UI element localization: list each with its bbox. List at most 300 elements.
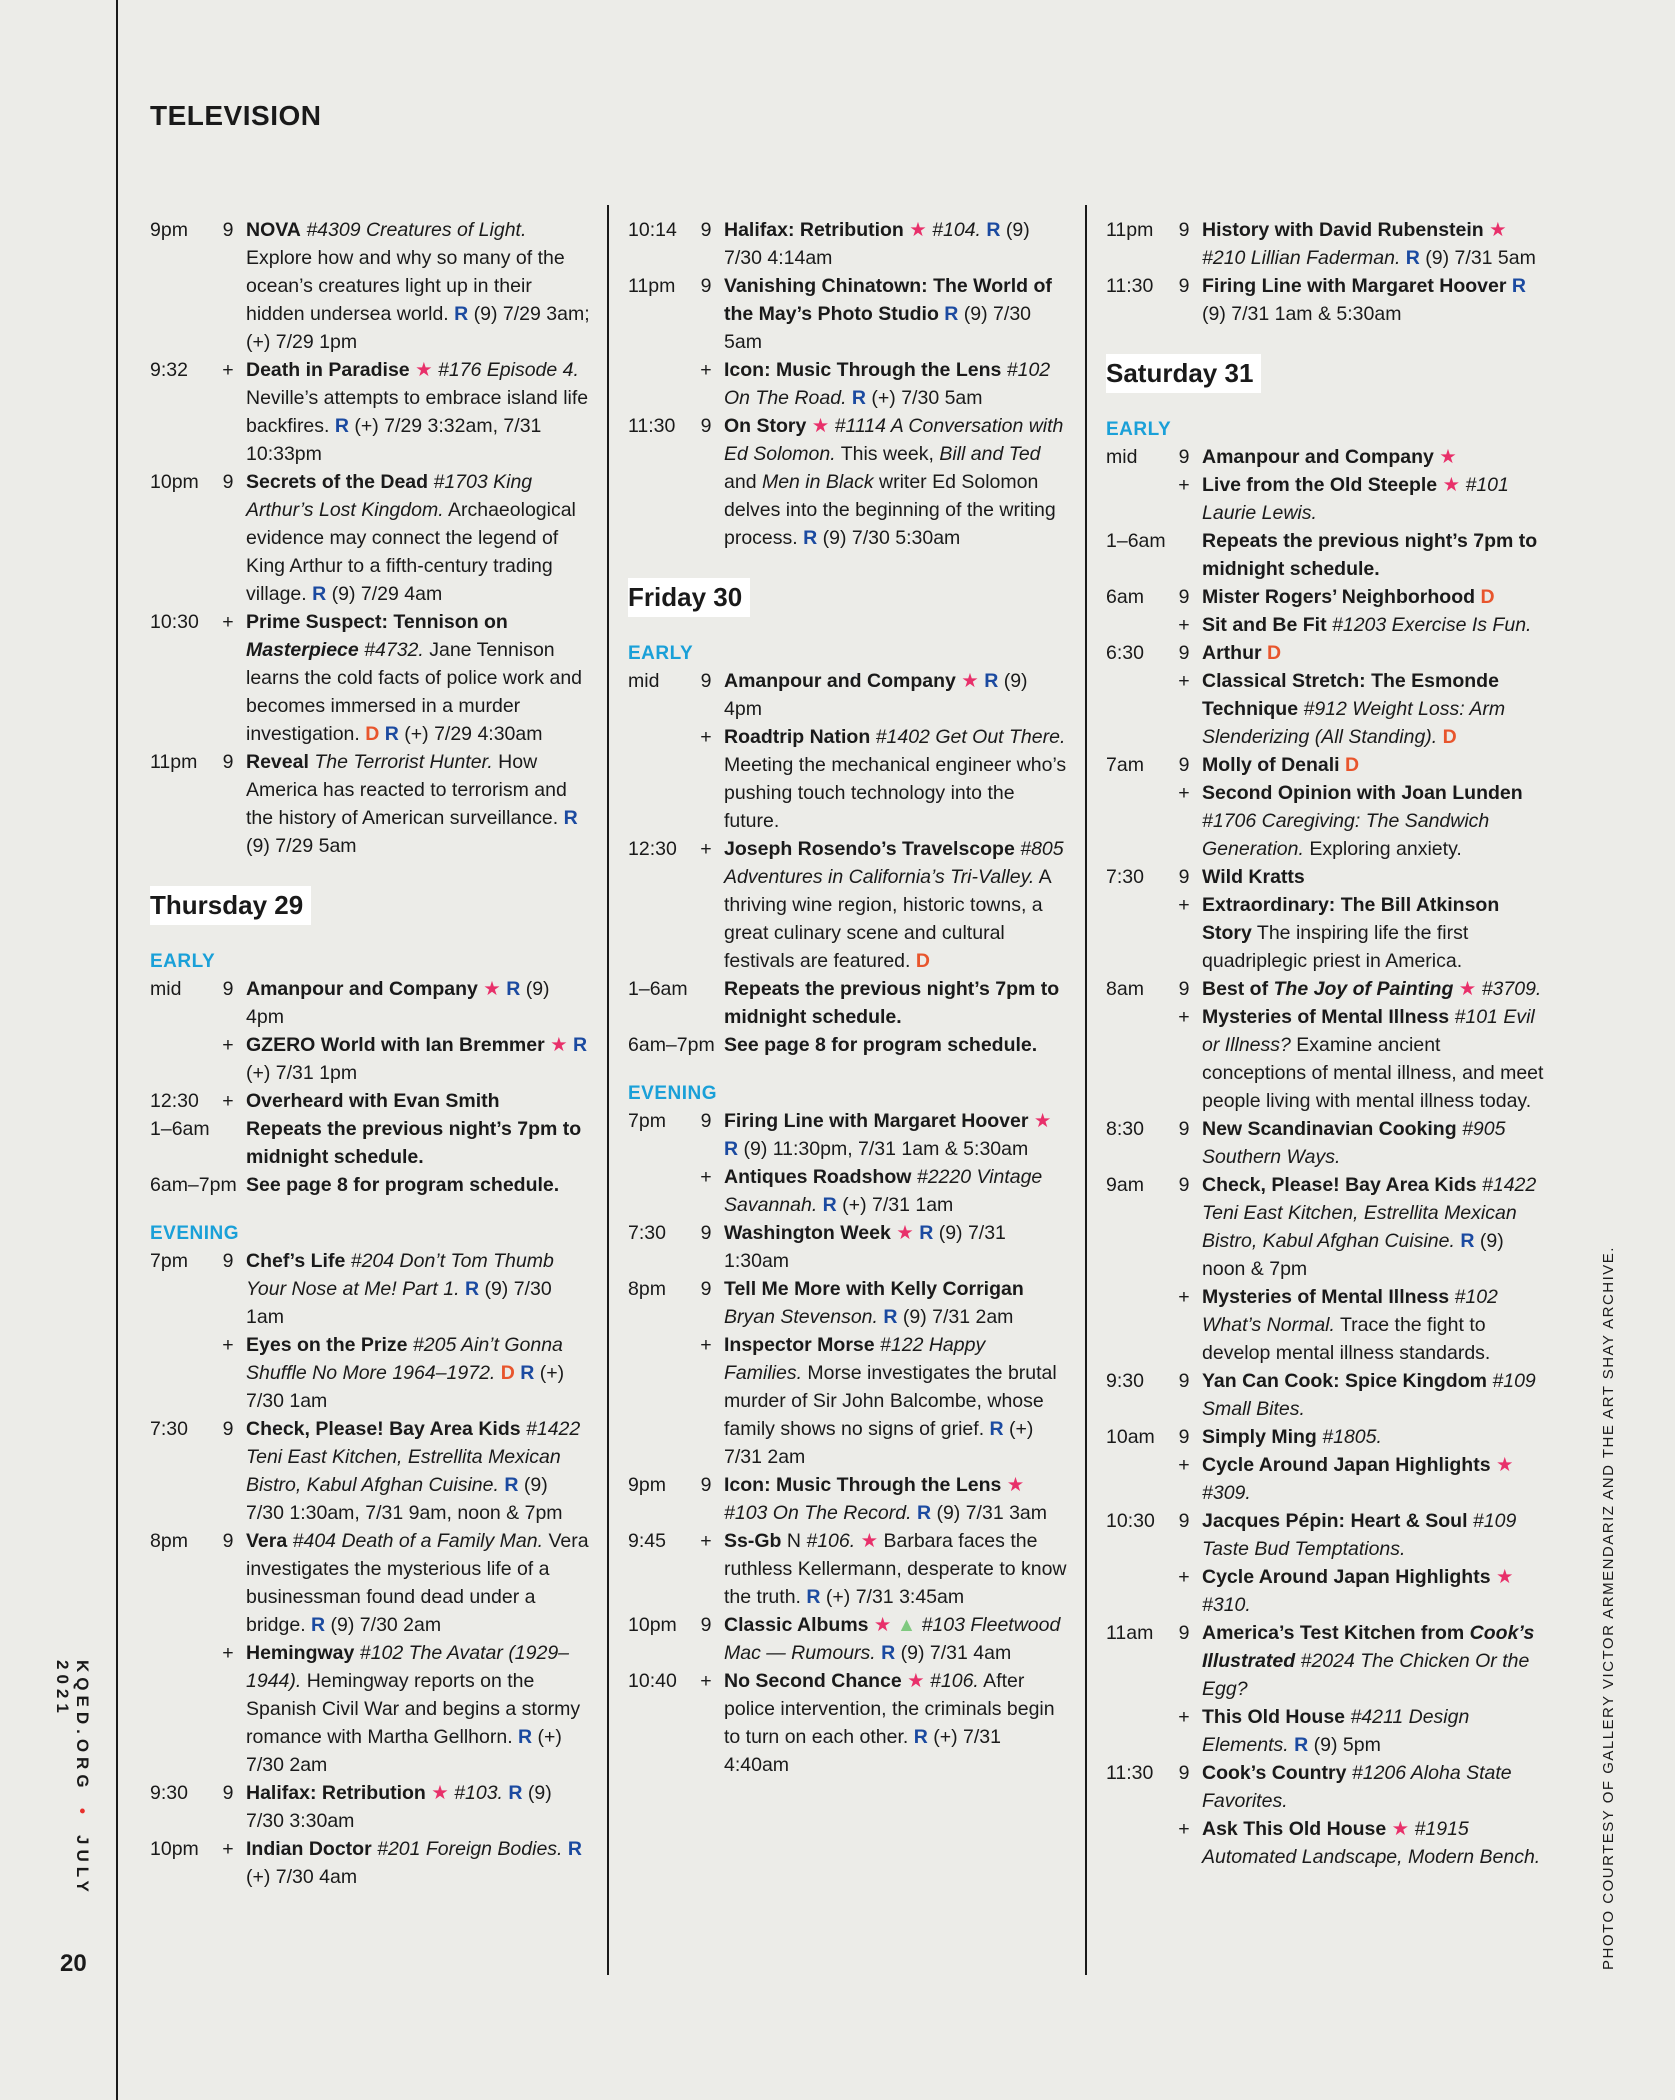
star-icon: ★ (431, 1782, 449, 1804)
period-label: EVENING (628, 1083, 718, 1104)
airtime: 10:30 (1106, 1510, 1155, 1532)
channel: 9 (1178, 866, 1190, 888)
airtime: 10pm (150, 1838, 199, 1860)
star-icon: ★ (1458, 978, 1477, 1000)
program-listing: Mister Rogers’ Neighborhood D (1202, 586, 1495, 608)
channel: + (1178, 1706, 1190, 1728)
side-label-date: JULY 2021 (53, 1660, 92, 1897)
repeat-badge: R (1294, 1734, 1309, 1756)
airtime (628, 356, 688, 412)
program-listing: NOVA #4309 Creatures of Light. Explore how and why so many of the ocean’s creatures light up in their hidden undersea world. R (9) 7/29 3am; (+) 7/29 1pm (246, 219, 590, 353)
channel: + (700, 726, 712, 748)
schedule-row (628, 1107, 1068, 1163)
repeat-badge: R (464, 1278, 480, 1300)
airtime (150, 1031, 210, 1087)
schedule-row (1106, 1815, 1546, 1871)
channel: + (1178, 474, 1190, 496)
program-listing: Roadtrip Nation #1402 Get Out There. Meeting the mechanical engineer who’s pushing touch technology into the future. (724, 726, 1067, 832)
schedule-row (628, 1667, 1068, 1779)
side-label-site: KQED.ORG (73, 1660, 92, 1793)
schedule-row (1106, 216, 1546, 272)
program-listing: Jacques Pépin: Heart & Soul #109 Taste Bud Temptations. (1202, 1510, 1517, 1560)
schedule-row (1106, 975, 1546, 1003)
airtime: 11:30 (1106, 275, 1154, 297)
airtime: 7:30 (628, 1222, 666, 1244)
airtime: 7pm (150, 1250, 188, 1272)
channel: 9 (1178, 1118, 1190, 1140)
repeat-badge: R (506, 978, 521, 1000)
schedule-row (628, 667, 1068, 723)
repeat-badge: R (944, 303, 959, 325)
schedule-row (628, 1219, 1068, 1275)
program-listing: Inspector Morse #122 Happy Families. Morse investigates the brutal murder of Sir John Balcombe, whose family shows no signs of grief. R (+) 7/31 2am (724, 1334, 1057, 1468)
channel: + (1178, 1454, 1190, 1476)
triangle-icon: ▲ (896, 1614, 917, 1636)
program-listing: Cycle Around Japan Highlights ★ #310. (1202, 1566, 1514, 1616)
day-heading-wrap (150, 860, 590, 949)
star-icon: ★ (1489, 219, 1507, 241)
channel: + (700, 1166, 712, 1188)
repeat-badge: R (986, 219, 1001, 241)
schedule-row (628, 356, 1068, 412)
airtime: 11pm (628, 275, 676, 297)
airtime (628, 1163, 688, 1219)
d-badge: D (365, 723, 380, 745)
program-listing: No Second Chance ★ #106. After police intervention, the criminals begin to turn on each other. R (+) 7/31 4:40am (724, 1670, 1055, 1776)
channel: 9 (700, 1614, 712, 1636)
star-icon: ★ (1495, 1566, 1514, 1588)
program-listing: Amanpour and Company ★ (1202, 446, 1457, 468)
channel: + (700, 359, 712, 381)
channel: + (1178, 1566, 1190, 1588)
program-listing: Tell Me More with Kelly Corrigan Bryan Stevenson. R (9) 7/31 2am (724, 1278, 1024, 1328)
airtime: 10pm (150, 471, 199, 493)
airtime: 11pm (1106, 219, 1154, 241)
airtime: 6am–7pm (150, 1174, 237, 1196)
channel: + (700, 1334, 712, 1356)
d-badge: D (500, 1362, 515, 1384)
program-listing: Icon: Music Through the Lens #102 On The Road. R (+) 7/30 5am (724, 359, 1051, 409)
side-label-separator: • (73, 1808, 92, 1820)
schedule-column-2 (628, 216, 1068, 1779)
program-listing: Death in Paradise ★ #176 Episode 4. Neville’s attempts to embrace island life backfires. R (+) 7/29 3:32am, 7/31 10:33pm (246, 359, 589, 465)
airtime: 7:30 (150, 1418, 188, 1440)
section-title: TELEVISION (150, 100, 322, 131)
schedule-row (1106, 1367, 1546, 1423)
schedule-row (1106, 779, 1546, 863)
schedule-row (628, 1527, 1068, 1611)
channel: 9 (1178, 642, 1190, 664)
schedule-row (1106, 611, 1546, 639)
schedule-row (1106, 1619, 1546, 1703)
day-heading-wrap (628, 552, 1068, 641)
repeat-badge: R (312, 583, 327, 605)
channel: 9 (1178, 978, 1190, 1000)
program-listing: Antiques Roadshow #2220 Vintage Savannah. R (+) 7/31 1am (724, 1166, 1043, 1216)
program-listing: Firing Line with Margaret Hoover R (9) 7/31 1am & 5:30am (1202, 275, 1526, 325)
schedule-row (628, 1031, 1068, 1059)
airtime (1106, 1563, 1166, 1619)
program-listing: Second Opinion with Joan Lunden #1706 Caregiving: The Sandwich Generation. Exploring anxiety. (1202, 782, 1523, 860)
schedule-row (1106, 1003, 1546, 1115)
schedule-row (150, 1247, 590, 1331)
day-heading: Friday 30 (628, 578, 750, 617)
schedule-row (1106, 1451, 1546, 1507)
channel: 9 (1178, 1762, 1190, 1784)
program-listing: Chef’s Life #204 Don’t Tom Thumb Your Nose at Me! Part 1. R (9) 7/30 1am (246, 1250, 554, 1328)
airtime: 6:30 (1106, 642, 1144, 664)
program-listing: Check, Please! Bay Area Kids #1422 Teni East Kitchen, Estrellita Mexican Bistro, Kabul Afghan Cuisine. R (9) noon & 7pm (1202, 1174, 1537, 1280)
channel: 9 (222, 1782, 234, 1804)
channel (210, 1171, 246, 1199)
airtime: 11:30 (1106, 1762, 1154, 1784)
airtime (1106, 1815, 1166, 1871)
repeat-badge: R (919, 1222, 934, 1244)
repeat-badge: R (916, 1502, 932, 1524)
channel: 9 (222, 978, 234, 1000)
airtime (1106, 471, 1166, 527)
channel: + (1178, 782, 1190, 804)
airtime: 12:30 (628, 838, 677, 860)
airtime: 8:30 (1106, 1118, 1144, 1140)
schedule-row (1106, 891, 1546, 975)
schedule-row (628, 975, 1068, 1031)
star-icon: ★ (415, 359, 433, 381)
program-listing: Joseph Rosendo’s Travelscope #805 Adventures in California’s Tri-Valley. A thriving wine region, historic towns, a great culinary scene and cultural festivals are featured. D (724, 838, 1064, 972)
channel: + (700, 838, 712, 860)
spacer (150, 1199, 590, 1221)
channel: 9 (1178, 275, 1190, 297)
program-listing: Amanpour and Company ★ R (9) 4pm (724, 670, 1028, 720)
program-listing: Repeats the previous night’s 7pm to midnight schedule. (1202, 530, 1538, 580)
repeat-badge: R (1405, 247, 1420, 269)
schedule-row (628, 1275, 1068, 1331)
channel: + (700, 1530, 712, 1552)
program-listing: Prime Suspect: Tennison on Masterpiece #4732. Jane Tennison learns the cold facts of police work and becomes immersed in a murder investigation. D R (+) 7/29 4:30am (246, 611, 583, 745)
airtime: 6am (1106, 586, 1144, 608)
program-listing: Live from the Old Steeple ★ #101 Laurie Lewis. (1202, 474, 1509, 524)
day-heading: Saturday 31 (1106, 354, 1261, 393)
channel: 9 (1178, 1174, 1190, 1196)
star-icon: ★ (550, 1034, 568, 1056)
star-icon: ★ (1006, 1474, 1025, 1496)
program-listing: See page 8 for program schedule. (246, 1174, 560, 1196)
schedule-row (628, 216, 1068, 272)
airtime: 1–6am (628, 978, 688, 1000)
channel: 9 (222, 1418, 234, 1440)
airtime: 10pm (628, 1614, 677, 1636)
channel: 9 (1178, 446, 1190, 468)
star-icon: ★ (1442, 474, 1461, 496)
airtime: mid (150, 978, 182, 1000)
channel: 9 (1178, 219, 1190, 241)
schedule-row (1106, 1115, 1546, 1171)
star-icon: ★ (1439, 446, 1457, 468)
airtime: 9pm (150, 219, 188, 241)
program-listing: Indian Doctor #201 Foreign Bodies. R (+) 7/30 4am (246, 1838, 582, 1888)
channel: + (222, 1838, 234, 1860)
day-heading-wrap (1106, 328, 1546, 417)
page-number: 20 (60, 1950, 87, 1977)
airtime: 11:30 (628, 415, 676, 437)
airtime: mid (628, 670, 660, 692)
schedule-row (1106, 527, 1546, 583)
airtime: 9:45 (628, 1530, 666, 1552)
program-listing: Cook’s Country #1206 Aloha State Favorites. (1202, 1762, 1512, 1812)
channel: + (222, 1642, 234, 1664)
program-listing: Cycle Around Japan Highlights ★ #309. (1202, 1454, 1514, 1504)
star-icon: ★ (483, 978, 501, 1000)
repeat-badge: R (913, 1726, 928, 1748)
program-listing: Mysteries of Mental Illness #102 What’s Normal. Trace the fight to develop mental illness standards. (1202, 1286, 1498, 1364)
period-label: EARLY (628, 643, 694, 664)
d-badge: D (1345, 754, 1360, 776)
airtime: 8am (1106, 978, 1144, 1000)
program-listing: Mysteries of Mental Illness #101 Evil or Illness? Examine ancient conceptions of mental illness, and meet people living with mental illness today. (1202, 1006, 1544, 1112)
program-listing: Simply Ming #1805. (1202, 1426, 1382, 1448)
channel: 9 (1178, 1426, 1190, 1448)
d-badge: D (1267, 642, 1282, 664)
repeat-badge: R (989, 1418, 1004, 1440)
channel: + (700, 1670, 712, 1692)
star-icon: ★ (873, 1614, 892, 1636)
schedule-column-3 (1106, 216, 1546, 1871)
schedule-row (150, 216, 590, 356)
program-listing: Firing Line with Margaret Hoover ★ R (9) 11:30pm, 7/31 1am & 5:30am (724, 1110, 1052, 1160)
airtime: 7:30 (1106, 866, 1144, 888)
channel: 9 (700, 1222, 712, 1244)
channel: 9 (1178, 1510, 1190, 1532)
channel: + (1178, 894, 1190, 916)
channel (688, 975, 724, 1031)
column-divider-1 (607, 205, 609, 1975)
program-listing: Overheard with Evan Smith (246, 1090, 500, 1112)
program-listing: Eyes on the Prize #205 Ain’t Gonna Shuffle No More 1964–1972. D R (+) 7/30 1am (246, 1334, 565, 1412)
schedule-row (1106, 639, 1546, 667)
airtime: 8pm (628, 1278, 666, 1300)
schedule-row (1106, 583, 1546, 611)
airtime: 9pm (628, 1474, 666, 1496)
airtime: 6am–7pm (628, 1034, 715, 1056)
d-badge: D (1442, 726, 1457, 748)
channel: 9 (700, 670, 712, 692)
airtime: 1–6am (150, 1118, 210, 1140)
airtime: 11pm (150, 751, 198, 773)
program-listing: Molly of Denali D (1202, 754, 1360, 776)
program-listing: Halifax: Retribution ★ #103. R (9) 7/30 3:30am (246, 1782, 552, 1832)
schedule-row (150, 1639, 590, 1779)
airtime: 1–6am (1106, 530, 1166, 552)
star-icon: ★ (909, 219, 927, 241)
airtime: 8pm (150, 1530, 188, 1552)
program-listing: Check, Please! Bay Area Kids #1422 Teni East Kitchen, Estrellita Mexican Bistro, Kabul Afghan Cuisine. R (9) 7/30 1:30am, 7/31 9am, noon & 7pm (246, 1418, 581, 1524)
repeat-badge: R (984, 670, 999, 692)
spacer (628, 1059, 1068, 1081)
schedule-row (1106, 1703, 1546, 1759)
column-divider-2 (1085, 205, 1087, 1975)
schedule-row (150, 1115, 590, 1171)
channel: 9 (700, 275, 712, 297)
star-icon: ★ (1391, 1818, 1410, 1840)
airtime: 9:30 (150, 1782, 188, 1804)
repeat-badge: R (311, 1614, 326, 1636)
schedule-row (1106, 863, 1546, 891)
channel: 9 (222, 751, 234, 773)
program-listing: Repeats the previous night’s 7pm to midnight schedule. (724, 978, 1060, 1028)
program-listing: On Story ★ #1114 A Conversation with Ed Solomon. This week, Bill and Ted and Men in Black writer Ed Solomon delves into the beginning of the writing process. R (9) 7/30 5:30am (724, 415, 1064, 549)
schedule-row (628, 1471, 1068, 1527)
program-listing: Amanpour and Company ★ R (9) 4pm (246, 978, 550, 1028)
channel: + (1178, 670, 1190, 692)
airtime (1106, 667, 1166, 751)
schedule-row (1106, 1423, 1546, 1451)
schedule-row (150, 1331, 590, 1415)
channel: + (222, 359, 234, 381)
repeat-badge: R (803, 527, 818, 549)
airtime: 10:40 (628, 1670, 677, 1692)
channel: 9 (1178, 754, 1190, 776)
airtime (628, 723, 688, 835)
airtime: 9am (1106, 1174, 1144, 1196)
program-listing: Classical Stretch: The Esmonde Technique #912 Weight Loss: Arm Slenderizing (All Standing). D (1202, 670, 1506, 748)
schedule-row (150, 1087, 590, 1115)
repeat-badge: R (883, 1306, 898, 1328)
repeat-badge: R (520, 1362, 535, 1384)
program-listing: Washington Week ★ R (9) 7/31 1:30am (724, 1222, 1006, 1272)
star-icon: ★ (811, 415, 830, 437)
channel: 9 (700, 219, 712, 241)
star-icon: ★ (1033, 1110, 1052, 1132)
channel: + (1178, 1818, 1190, 1840)
program-listing: GZERO World with Ian Bremmer ★ R (+) 7/31 1pm (246, 1034, 588, 1084)
airtime: 10am (1106, 1426, 1155, 1448)
airtime (1106, 891, 1166, 975)
schedule-row (150, 608, 590, 748)
program-listing: Halifax: Retribution ★ #104. R (9) 7/30 4:14am (724, 219, 1030, 269)
schedule-row (628, 412, 1068, 552)
program-listing: Repeats the previous night’s 7pm to midnight schedule. (246, 1118, 582, 1168)
channel: + (1178, 1286, 1190, 1308)
program-listing: New Scandinavian Cooking #905 Southern Ways. (1202, 1118, 1506, 1168)
program-listing: Arthur D (1202, 642, 1282, 664)
program-listing: America’s Test Kitchen from Cook’s Illustrated #2024 The Chicken Or the Egg? (1202, 1622, 1535, 1700)
star-icon: ★ (896, 1222, 914, 1244)
channel: 9 (222, 1250, 234, 1272)
repeat-badge: R (567, 1838, 582, 1860)
star-icon: ★ (1495, 1454, 1514, 1476)
airtime: 9:30 (1106, 1370, 1144, 1392)
airtime (1106, 611, 1166, 639)
day-heading: Thursday 29 (150, 886, 311, 925)
schedule-row (150, 748, 590, 860)
schedule-row (150, 1415, 590, 1527)
program-listing: Yan Can Cook: Spice Kingdom #109 Small Bites. (1202, 1370, 1536, 1420)
channel: 9 (1178, 1622, 1190, 1644)
airtime (1106, 1703, 1166, 1759)
schedule-row (628, 272, 1068, 356)
period-label: EVENING (150, 1223, 240, 1244)
channel: 9 (700, 1110, 712, 1132)
program-listing: Sit and Be Fit #1203 Exercise Is Fun. (1202, 614, 1532, 636)
schedule-row (1106, 272, 1546, 328)
repeat-badge: R (724, 1138, 739, 1160)
airtime: 10:14 (628, 219, 677, 241)
repeat-badge: R (454, 303, 469, 325)
channel: 9 (222, 471, 234, 493)
airtime: 10:30 (150, 611, 199, 633)
schedule-row (150, 1779, 590, 1835)
schedule-row (628, 1331, 1068, 1471)
channel (688, 1031, 724, 1059)
airtime (628, 1331, 688, 1471)
repeat-badge: R (881, 1642, 896, 1664)
period-label: EARLY (150, 951, 216, 972)
schedule-row (1106, 1507, 1546, 1563)
program-listing: See page 8 for program schedule. (724, 1034, 1038, 1056)
channel: + (1178, 614, 1190, 636)
schedule-row (150, 468, 590, 608)
schedule-row (1106, 751, 1546, 779)
repeat-badge: R (1460, 1230, 1475, 1252)
channel: + (1178, 1006, 1190, 1028)
program-listing: Classic Albums ★ ▲ #103 Fleetwood Mac — Rumours. R (9) 7/31 4am (724, 1614, 1061, 1664)
channel: + (222, 611, 234, 633)
schedule-row (628, 1611, 1068, 1667)
schedule-row (1106, 667, 1546, 751)
program-listing: Ss-Gb N #106. ★ Barbara faces the ruthless Kellermann, desperate to know the truth. R (+) 7/31 3:45am (724, 1530, 1067, 1608)
airtime: 9:32 (150, 359, 188, 381)
airtime (150, 1639, 210, 1779)
photo-credit: PHOTO COURTESY OF GALLERY VICTOR ARMENDARIZ AND THE ART SHAY ARCHIVE. (1600, 1246, 1617, 1970)
d-badge: D (1480, 586, 1495, 608)
channel: 9 (1178, 1370, 1190, 1392)
side-label (53, 1660, 92, 1900)
program-listing: History with David Rubenstein ★ #210 Lillian Faderman. R (9) 7/31 5am (1202, 219, 1536, 269)
channel: 9 (222, 1530, 234, 1552)
spine-rule (116, 0, 118, 2100)
program-listing: Wild Kratts (1202, 866, 1305, 888)
schedule-row (150, 975, 590, 1031)
star-icon: ★ (961, 670, 979, 692)
channel: 9 (222, 219, 234, 241)
repeat-badge: R (563, 807, 578, 829)
repeat-badge: R (508, 1782, 523, 1804)
schedule-row (628, 723, 1068, 835)
star-icon: ★ (907, 1670, 925, 1692)
airtime: 12:30 (150, 1090, 199, 1112)
schedule-row (1106, 1171, 1546, 1283)
schedule-row (150, 1031, 590, 1087)
schedule-row (1106, 1759, 1546, 1815)
program-listing: Vanishing Chinatown: The World of the May’s Photo Studio R (9) 7/30 5am (724, 275, 1052, 353)
program-listing: Reveal The Terrorist Hunter. How America has reacted to terrorism and the history of American surveillance. R (9) 7/29 5am (246, 751, 578, 857)
schedule-row (1106, 1283, 1546, 1367)
star-icon: ★ (860, 1530, 879, 1552)
repeat-badge: R (573, 1034, 588, 1056)
airtime: 11am (1106, 1622, 1154, 1644)
program-listing: Extraordinary: The Bill Atkinson Story The inspiring life the first quadriplegic priest in America. (1202, 894, 1500, 972)
channel: 9 (700, 1474, 712, 1496)
schedule-column-1 (150, 216, 590, 1891)
airtime: mid (1106, 446, 1138, 468)
schedule-row (1106, 471, 1546, 527)
schedule-row (150, 1171, 590, 1199)
channel (210, 1115, 246, 1171)
airtime (1106, 1283, 1166, 1367)
repeat-badge: R (806, 1586, 821, 1608)
channel: + (222, 1334, 234, 1356)
program-listing: Secrets of the Dead #1703 King Arthur’s Lost Kingdom. Archaeological evidence may connect the legend of King Arthur to a fifth-century trading village. R (9) 7/29 4am (246, 471, 576, 605)
